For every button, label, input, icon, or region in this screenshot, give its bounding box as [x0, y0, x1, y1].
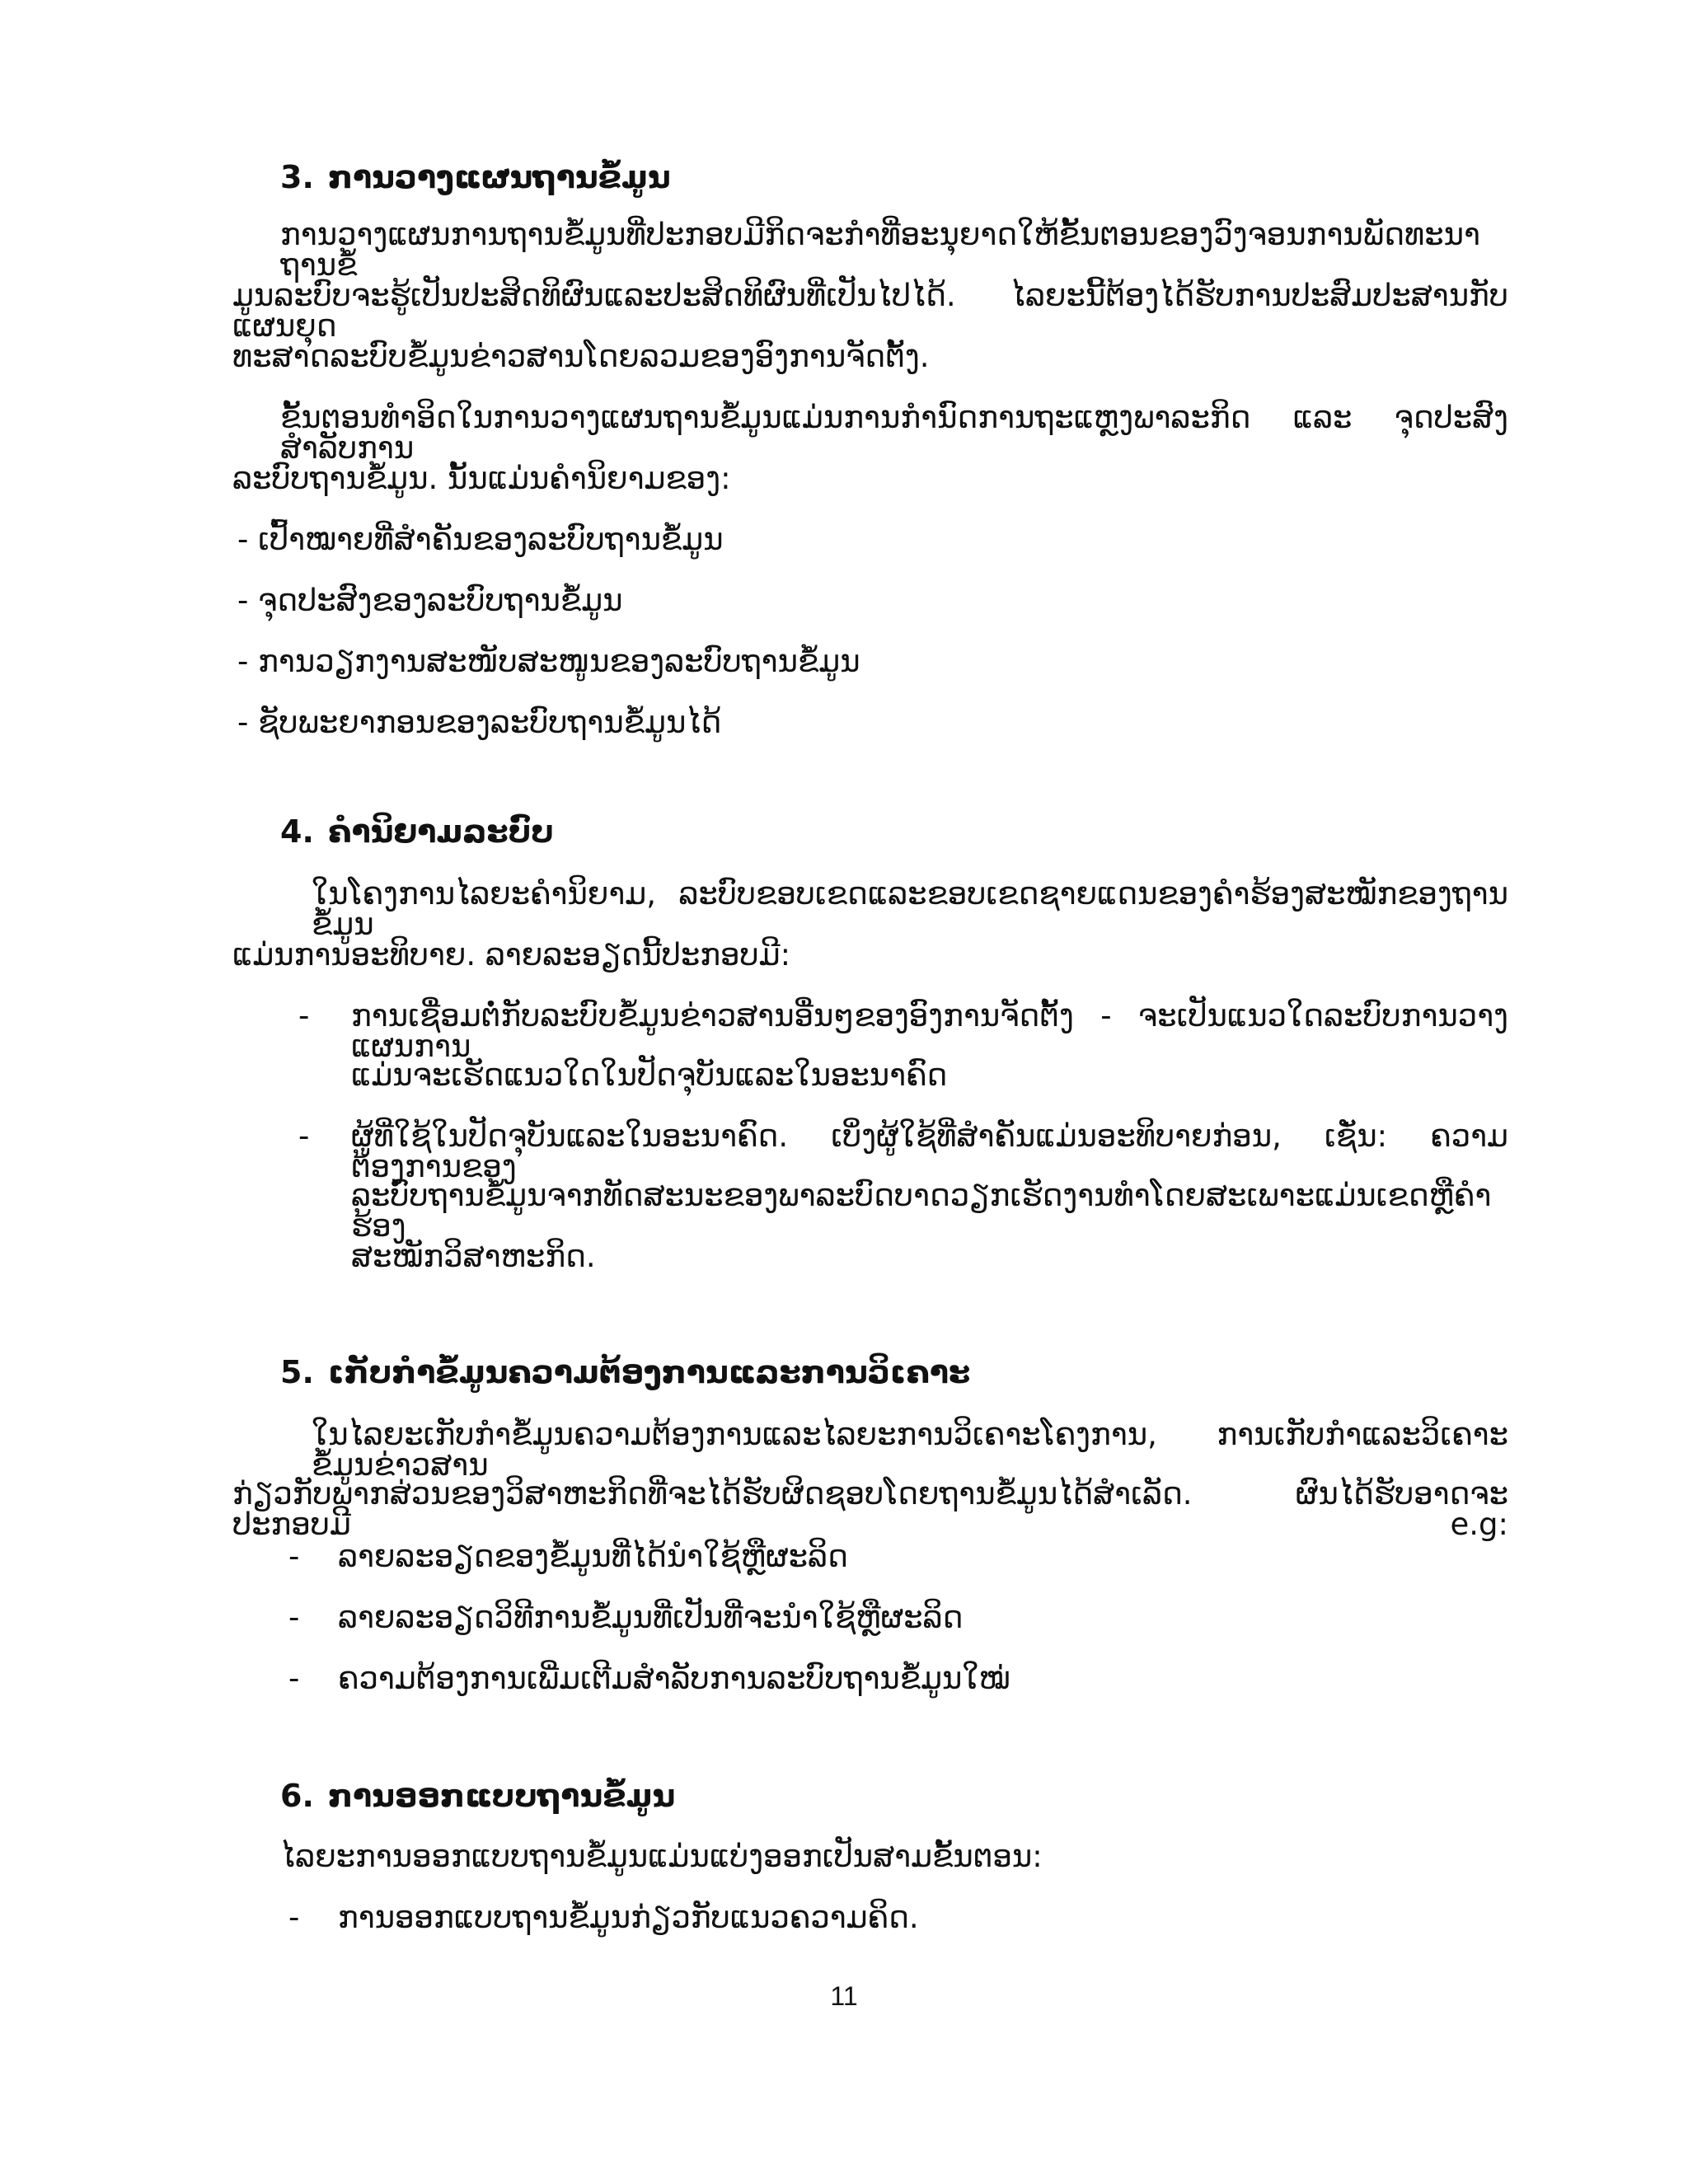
section-title: ຄຳນິຍາມລະບົບ — [328, 813, 554, 850]
bullet-line: ຜູ້ທີ່ໃຊ້ໃນປັດຈຸບັນແລະໃນອະນາຄົດ. ເບິ່ງຜູ້ໃຊ້ທີ່ສຳຄັນແມ່ນອະທິບາຍກ່ອນ, ເຊັ່ນ: ຄວາມຕ້ອງການຂອງ — [351, 1118, 1508, 1184]
bullet-dash: - — [298, 998, 310, 1033]
bullet-dash: - — [288, 1661, 300, 1696]
section-title: ການວາງແຜນຖານຂໍ້ມູນ — [328, 159, 671, 195]
bullet-line: ແມ່ນຈະເຮັດແນວໃດໃນປັດຈຸບັນແລະໃນອະນາຄົດ — [351, 1057, 948, 1093]
paragraph-line: ຂັ້ນຕອນທຳອິດໃນການວາງແຜນຖານຂໍ້ມູນແມ່ນການກຳນົດການຖະແຫຼງພາລະກິດ ແລະ ຈຸດປະສົງສຳລັບການ — [280, 400, 1508, 466]
bullet-dash: - — [288, 1539, 300, 1574]
section-3-heading — [280, 159, 671, 195]
list-item: - ເປົ້າໝາຍທີ່ສຳຄັນຂອງລະບົບຖານຂໍ້ມູນ — [237, 522, 724, 557]
section-title: ການອອກແບບຖານຂໍ້ມູນ — [328, 1778, 676, 1814]
section-5-heading — [280, 1354, 971, 1390]
bullet-dash: - — [288, 1900, 300, 1935]
bullet-line: ລາຍລະອຽດວິທີການຂໍ້ມູນທີ່ເປັນທີ່ຈະນຳໃຊ້ຫຼືຜະລິດ — [338, 1600, 964, 1635]
section-title: ເກັບກຳຂໍ້ມູນຄວາມຕ້ອງການແລະການວິເຄາະ — [328, 1354, 971, 1390]
bullet-dash: - — [298, 1118, 310, 1154]
paragraph-line: ໃນໂຄງການໄລຍະຄຳນິຍາມ, ລະບົບຂອບເຂດແລະຂອບເຂດຊາຍແດນຂອງຄຳຮ້ອງສະໝັກຂອງຖານຂໍ້ມູນ — [312, 876, 1508, 942]
paragraph-line: ທະສາດລະບົບຂໍ້ມູນຂ່າວສານໂດຍລວມຂອງອົງການຈັດຕັ້ງ. — [232, 339, 930, 374]
list-item: - ຈຸດປະສົງຂອງລະບົບຖານຂໍ້ມູນ — [237, 583, 623, 618]
bullet-line: ການອອກແບບຖານຂໍ້ມູນກ່ຽວກັບແນວຄວາມຄິດ. — [338, 1900, 919, 1935]
paragraph-line: ກ່ຽວກັບພາກສ່ວນຂອງວິສາຫະກິດທີ່ຈະໄດ້ຮັບຜິດຊອບໂດຍຖານຂໍ້ມູນໄດ້ສຳເລັດ. ຜົນໄດ້ຮັບອາດຈະປະກອບມີ e.g: — [232, 1476, 1508, 1542]
bullet-line: ຄວາມຕ້ອງການເພີ່ມເຕີມສຳລັບການລະບົບຖານຂໍ້ມູນໃໝ່ — [338, 1661, 1010, 1696]
section-number: 4. — [280, 813, 314, 850]
bullet-line: ການເຊື່ອມຕໍ່ກັບລະບົບຂໍ້ມູນຂ່າວສານອື່ນໆຂອງອົງການຈັດຕັ້ງ - ຈະເປັນແນວໃດລະບົບການວາງແຜນການ — [351, 998, 1508, 1064]
section-4-heading — [280, 813, 554, 850]
paragraph-line: ໄລຍະການອອກແບບຖານຂໍ້ມູນແມ່ນແບ່ງອອກເປັນສາມຂັ້ນຕອນ: — [280, 1839, 1043, 1874]
bullet-line: ລະບົບຖານຂໍ້ມູນຈາກທັດສະນະຂອງພາລະບົດບາດວຽກເຮັດງານທຳໂດຍສະເພາະແມ່ນເຂດຫຼືຄຳຮ້ອງ — [351, 1178, 1492, 1244]
section-number: 5. — [280, 1354, 314, 1390]
section-number: 3. — [280, 159, 314, 195]
list-item: - ການວຽກງານສະໜັບສະໜູນຂອງລະບົບຖານຂໍ້ມູນ — [237, 644, 860, 679]
page-number: 11 — [830, 1981, 858, 2011]
list-item: - ຊັບພະຍາກອນຂອງລະບົບຖານຂໍ້ມູນໄດ້ — [237, 705, 722, 740]
section-6-heading — [280, 1778, 676, 1814]
section-number: 6. — [280, 1778, 314, 1814]
paragraph-line: ແມ່ນການອະທິບາຍ. ລາຍລະອຽດນີ້ປະກອບມີ: — [232, 937, 791, 972]
paragraph-line: ລະບົບຖານຂໍ້ມູນ. ນັ້ນແມ່ນຄຳນິຍາມຂອງ: — [232, 461, 731, 496]
paragraph-line: ການວາງແຜນການຖານຂໍ້ມູນທີ່ປະກອບມີກິດຈະກຳທີ່ອະນຸຍາດໃຫ້ຂັ້ນຕອນຂອງວົງຈອນການພັດທະນາຖານຂໍ້ — [280, 217, 1480, 283]
bullet-line: ລາຍລະອຽດຂອງຂໍ້ມູນທີ່ໄດ້ນຳໃຊ້ຫຼືຜະລິດ — [338, 1539, 848, 1574]
bullet-dash: - — [288, 1600, 300, 1635]
bullet-line: ສະໝັກວິສາຫະກິດ. — [351, 1239, 596, 1274]
paragraph-line: ໃນໄລຍະເກັບກຳຂໍ້ມູນຄວາມຕ້ອງການແລະໄລຍະການວິເຄາະໂຄງການ, ການເກັບກຳແລະວິເຄາະຂໍ້ມູນຂ່າວສານ — [312, 1417, 1508, 1483]
paragraph-line: ມູນລະບົບຈະຮູ້ເປັນປະສິດທິຜົນແລະປະສິດທິຜົນທີ່ເປັນໄປໄດ້. ໄລຍະນີ້ຕ້ອງໄດ້ຮັບການປະສົມປະສານກັບແຜນຍຸດ — [232, 278, 1508, 344]
